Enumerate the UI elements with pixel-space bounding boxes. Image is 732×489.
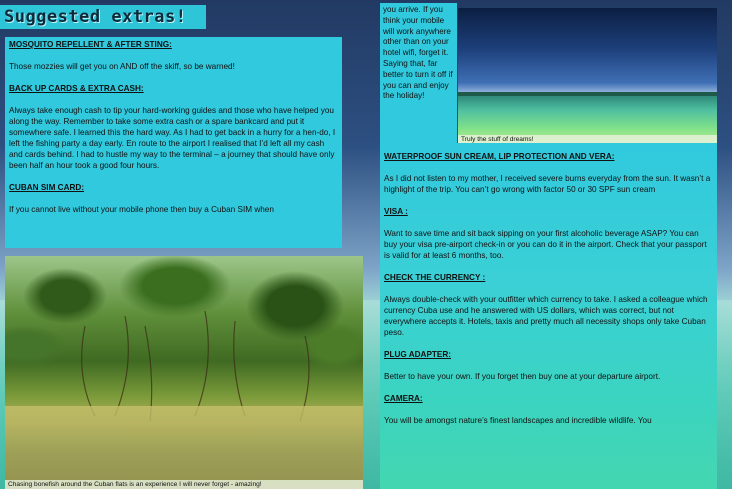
section-text-sim-card: If you cannot live without your mobile phone then buy a Cuban SIM when (9, 205, 274, 214)
section-text-mosquito: Those mozzies will get you on AND off the skiff, so be warned! (9, 62, 235, 71)
section-text-camera: You will be amongst nature’s finest landscapes and incredible wildlife. You (384, 416, 652, 425)
sim-card-continued-text: you arrive. If you think your mobile will work anywhere other than on your hotel wifi, forget it. Saying that, far better to turn it off if you can and enjoy the holiday! (383, 5, 453, 101)
section-heading-sim-card: CUBAN SIM CARD: (9, 183, 85, 192)
section-heading-sun-cream: WATERPROOF SUN CREAM, LIP PROTECTION AND VERA: (384, 152, 615, 161)
mangrove-photo-caption: Chasing bonefish around the Cuban flats is an experience I will never forget - amazing! (5, 480, 363, 489)
horizon-line (458, 92, 717, 96)
flats-photo (458, 8, 717, 144)
mangrove-photo (5, 256, 363, 489)
section-heading-currency: CHECK THE CURRENCY : (384, 273, 486, 282)
right-text-panel (380, 143, 717, 489)
section-text-backup-cards: Always take enough cash to tip your hard-working guides and those who have helped you along the way. Remember to take some extra cash or a spare bankcard and put it somewhere safe. I learned this the hard way. As I had to get back in a hurry for a hen-do, I left the fishing party a day early. En route to the airport I realised that I’d left all my cash and cards behind. I had to hustle my way to the terminal – a journey that should have only been half an hour took a good four hours. (9, 106, 336, 170)
section-heading-visa: VISA : (384, 207, 408, 216)
page-title: Suggested extras! (0, 5, 206, 29)
section-heading-backup-cards: BACK UP CARDS & EXTRA CASH: (9, 84, 144, 93)
mangrove-water (5, 406, 363, 489)
section-text-sun-cream: As I did not listen to my mother, I received severe burns everyday from the sun. It wasn’t a highlight of the trip. You can’t go wrong with factor 50 or 30 SPF sun cream (384, 174, 711, 194)
section-text-visa: Want to save time and sit back sipping on your first alcoholic beverage ASAP? You can buy your visa pre-airport check-in or you can do it in the airport. Check that your passport is valid for at least 6 months, too. (384, 229, 707, 260)
right-top-text-panel (380, 3, 457, 143)
flats-photo-caption: Truly the stuff of dreams! (458, 135, 717, 144)
section-heading-camera: CAMERA: (384, 394, 423, 403)
section-heading-plug-adapter: PLUG ADAPTER: (384, 350, 452, 359)
left-text-panel (5, 37, 342, 248)
section-text-plug-adapter: Better to have your own. If you forget then buy one at your departure airport. (384, 372, 661, 381)
section-text-currency: Always double-check with your outfitter which currency to take. I asked a colleague which currency Cuba use and he answered with US dollars, which was correct, but not everywhere accepts it. Hotels, taxis and pretty much all necessity shops only take Cuban peso. (384, 295, 708, 337)
section-heading-mosquito: MOSQUITO REPELLENT & AFTER STING: (9, 40, 172, 49)
